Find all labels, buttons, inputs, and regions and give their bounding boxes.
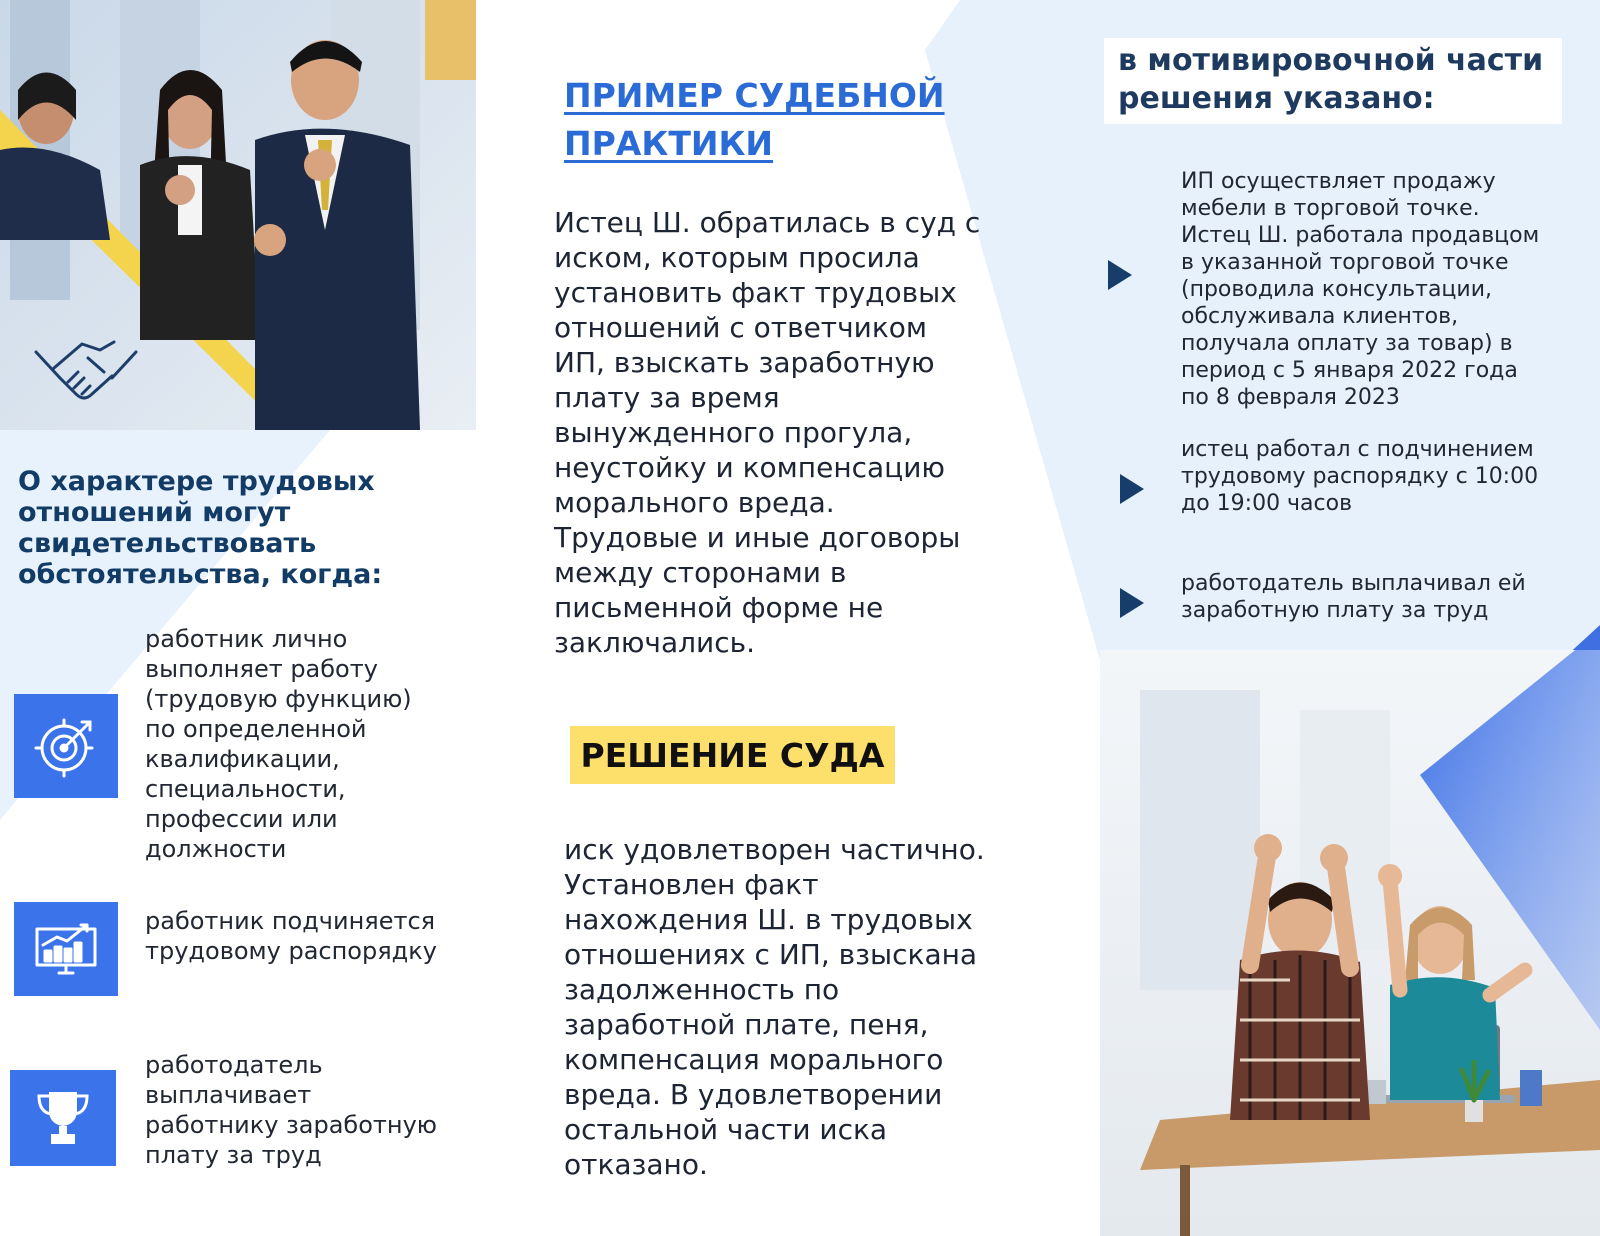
- play-arrow-icon: [1118, 586, 1146, 620]
- target-icon: [14, 694, 118, 798]
- motive-heading: в мотивировочной части решения указано:: [1104, 38, 1562, 124]
- decision-badge: РЕШЕНИЕ СУДА: [570, 726, 895, 784]
- condition-text-1: работник лично выполняет работу (трудовую функцию) по определенной квалификации, специальности, профессии или должности: [145, 625, 412, 863]
- growth-chart-icon: [14, 902, 118, 996]
- bullet-text-3: работодатель выплачивал ей заработную плату за труд: [1181, 571, 1526, 623]
- condition-text-2: работник подчиняется трудовому распорядку: [145, 907, 437, 965]
- bullet-text-2: истец работал с подчинением трудовому распорядку с 10:00 до 19:00 часов: [1181, 437, 1539, 516]
- play-arrow-icon: [1118, 472, 1146, 506]
- office-celebration-photo: [1100, 650, 1600, 1236]
- handshake-icon: [32, 330, 140, 410]
- section-title: ПРИМЕР СУДЕБНОЙ ПРАКТИКИ: [564, 76, 945, 163]
- claim-text: Истец Ш. обратилась в суд с иском, которым просила установить факт трудовых отношений с ответчиком ИП, взыскать заработную плату за время вынужденного прогула, неустойку и компенсацию морального вреда. Трудовые и иные договоры между сторонами в письменной форме не заключались.: [554, 206, 981, 659]
- trophy-icon: [10, 1070, 116, 1166]
- bullet-text-1: ИП осуществляет продажу мебели в торговой точке. Истец Ш. работала продавцом в указанной торговой точке (проводила консультации, обслуживала клиентов, получала оплату за товар) в период с 5 января 2022 года по 8 февраля 2023: [1181, 169, 1540, 410]
- lead-title: О характере трудовых отношений могут свидетельствовать обстоятельства, когда:: [18, 466, 383, 590]
- condition-text-3: работодатель выплачивает работнику заработную плату за труд: [145, 1051, 437, 1169]
- decision-text: иск удовлетворен частично. Установлен факт нахождения Ш. в трудовых отношениях с ИП, взыскана задолженность по заработной плате, пеня, компенсация морального вреда. В удовлетворении остальной части иска отказано.: [564, 833, 985, 1181]
- play-arrow-icon: [1106, 258, 1134, 292]
